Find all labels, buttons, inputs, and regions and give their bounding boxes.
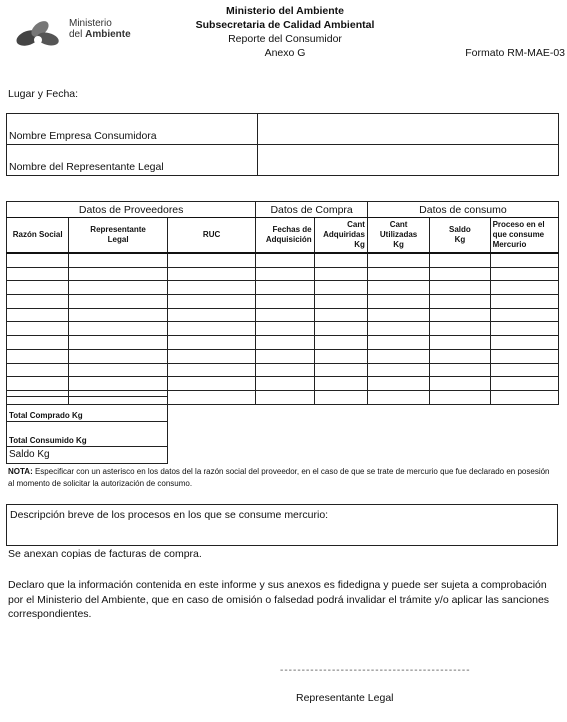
table-cell[interactable] [167,308,255,322]
ministerio-logo [14,12,144,52]
table-cell[interactable] [69,267,168,281]
table-cell[interactable] [490,349,558,363]
table-cell[interactable] [490,322,558,336]
table-cell[interactable] [314,253,367,267]
signature-line: -------------------------------------------- [280,665,471,676]
table-cell[interactable] [367,267,429,281]
declaracion-text: Declaro que la información contenida en este informe y sus anexos es fidedigna y puede ser sujeta a comprobación por el Ministerio del Ambiente, que en caso de omisión o falsedad podrá invalidar el trámite y/o aplicar las sanciones correspondientes. [8,579,550,620]
formato-code: Formato RM-MAE-03 [465,47,565,59]
header-ministerio: Ministerio del Ambiente [225,5,345,17]
table-cell[interactable] [167,390,255,404]
table-cell[interactable] [69,336,168,350]
table-cell[interactable] [430,253,490,267]
table-cell[interactable] [256,322,314,336]
table-cell[interactable] [367,336,429,350]
table-cell[interactable] [490,295,558,309]
table-cell[interactable] [167,253,255,267]
representante-label: Nombre del Representante Legal [7,145,258,176]
table-row [7,349,559,363]
table-cell[interactable] [367,295,429,309]
table-cell[interactable] [314,390,367,404]
table-cell[interactable] [256,295,314,309]
table-cell[interactable] [7,267,69,281]
table-cell[interactable] [314,336,367,350]
table-cell[interactable] [490,267,558,281]
header-subsecretaria: Subsecretaria de Calidad Ambiental [195,19,375,31]
table-cell[interactable] [256,308,314,322]
table-cell[interactable] [256,349,314,363]
logo-line1: Ministerio [69,18,112,29]
table-row [7,281,559,295]
col-saldo: Saldo Kg [430,218,490,254]
table-cell[interactable] [430,322,490,336]
table-cell[interactable] [69,295,168,309]
logo-line2-bold: Ambiente [85,29,131,40]
logo-line2-prefix: del [69,29,86,40]
table-cell[interactable] [490,281,558,295]
table-cell[interactable] [367,308,429,322]
totals-table [6,396,168,464]
table-cell[interactable] [314,295,367,309]
total-comprado-label: Total Comprado Kg [7,397,168,422]
table-cell[interactable] [69,349,168,363]
table-cell[interactable] [167,322,255,336]
table-cell[interactable] [430,281,490,295]
table-cell[interactable] [256,363,314,377]
table-cell[interactable] [430,308,490,322]
nota-label: NOTA: [8,467,33,476]
descripcion-label: Descripción breve de los procesos en los que se consume mercurio: [10,509,329,521]
group-proveedores: Datos de Proveedores [7,202,256,218]
table-cell[interactable] [256,390,314,404]
table-cell[interactable] [367,253,429,267]
representante-field[interactable] [258,145,559,176]
empresa-field[interactable] [258,114,559,145]
table-cell[interactable] [367,377,429,391]
nota-paragraph [8,466,556,490]
table-cell[interactable] [490,253,558,267]
table-cell[interactable] [69,363,168,377]
table-cell[interactable] [69,253,168,267]
col-representante: Representante Legal [69,218,168,254]
table-cell[interactable] [430,295,490,309]
table-cell[interactable] [490,308,558,322]
table-cell[interactable] [314,377,367,391]
total-consumido-label: Total Consumido Kg [7,422,168,447]
table-cell[interactable] [490,363,558,377]
table-cell[interactable] [69,281,168,295]
signature-label: Representante Legal [296,692,394,704]
table-cell[interactable] [490,377,558,391]
table-row [7,322,559,336]
table-cell[interactable] [256,253,314,267]
table-cell[interactable] [367,322,429,336]
table-cell[interactable] [490,390,558,404]
table-row [7,308,559,322]
table-cell[interactable] [256,377,314,391]
col-proceso: Proceso en el que consume Mercurio [490,218,558,254]
table-cell[interactable] [167,336,255,350]
table-cell[interactable] [430,390,490,404]
table-cell[interactable] [430,363,490,377]
leaf-logo-icon [14,12,64,50]
table-cell[interactable] [69,322,168,336]
table-cell[interactable] [314,322,367,336]
table-cell[interactable] [256,281,314,295]
table-cell[interactable] [256,267,314,281]
table-cell[interactable] [7,377,69,391]
table-cell[interactable] [430,267,490,281]
group-compra: Datos de Compra [256,202,368,218]
table-cell[interactable] [7,281,69,295]
table-cell[interactable] [256,336,314,350]
table-row [7,253,559,267]
anexan-text: Se anexan copias de facturas de compra. [8,548,202,560]
group-consumo: Datos de consumo [367,202,558,218]
table-cell[interactable] [7,336,69,350]
table-cell[interactable] [167,295,255,309]
table-row [7,363,559,377]
table-cell[interactable] [69,308,168,322]
table-cell[interactable] [167,349,255,363]
table-cell[interactable] [314,267,367,281]
table-cell[interactable] [430,349,490,363]
col-ruc: RUC [167,218,255,254]
logo-text [69,18,131,40]
table-cell[interactable] [314,349,367,363]
table-row [7,336,559,350]
table-cell[interactable] [367,390,429,404]
table-row [7,295,559,309]
empresa-label: Nombre Empresa Consumidora [7,114,258,145]
header-reporte: Reporte del Consumidor [228,33,342,45]
table-cell[interactable] [167,281,255,295]
company-info-table [6,113,559,176]
table-cell[interactable] [167,267,255,281]
table-cell[interactable] [7,253,69,267]
col-cant-adquiridas: Cant Adquiridas Kg [314,218,367,254]
table-cell[interactable] [69,377,168,391]
table-cell[interactable] [490,336,558,350]
table-cell[interactable] [7,295,69,309]
table-cell[interactable] [314,308,367,322]
table-cell[interactable] [367,349,429,363]
table-row [7,377,559,391]
descripcion-box[interactable] [6,504,558,546]
table-cell[interactable] [167,377,255,391]
table-cell[interactable] [430,377,490,391]
table-row [7,267,559,281]
table-cell[interactable] [7,349,69,363]
nota-text: Especificar con un asterisco en los datos del la razón social del proveedor, en el caso de que se trate de mercurio que fue declarado en posesión al momento de solicitar la autorización de consumo. [8,467,550,488]
data-table [6,201,559,405]
table-cell[interactable] [167,363,255,377]
table-cell[interactable] [430,336,490,350]
header-anexo: Anexo G [264,47,306,59]
table-cell[interactable] [7,308,69,322]
table-cell[interactable] [314,281,367,295]
table-cell[interactable] [367,281,429,295]
table-cell[interactable] [314,363,367,377]
col-fechas: Fechas de Adquisición [256,218,314,254]
table-cell[interactable] [367,363,429,377]
table-cell[interactable] [7,322,69,336]
saldo-label: Saldo Kg [7,447,168,464]
table-cell[interactable] [7,363,69,377]
lugar-fecha-label: Lugar y Fecha: [8,88,79,100]
col-cant-utilizadas: Cant Utilizadas Kg [367,218,429,254]
col-razon-social: Razón Social [7,218,69,254]
